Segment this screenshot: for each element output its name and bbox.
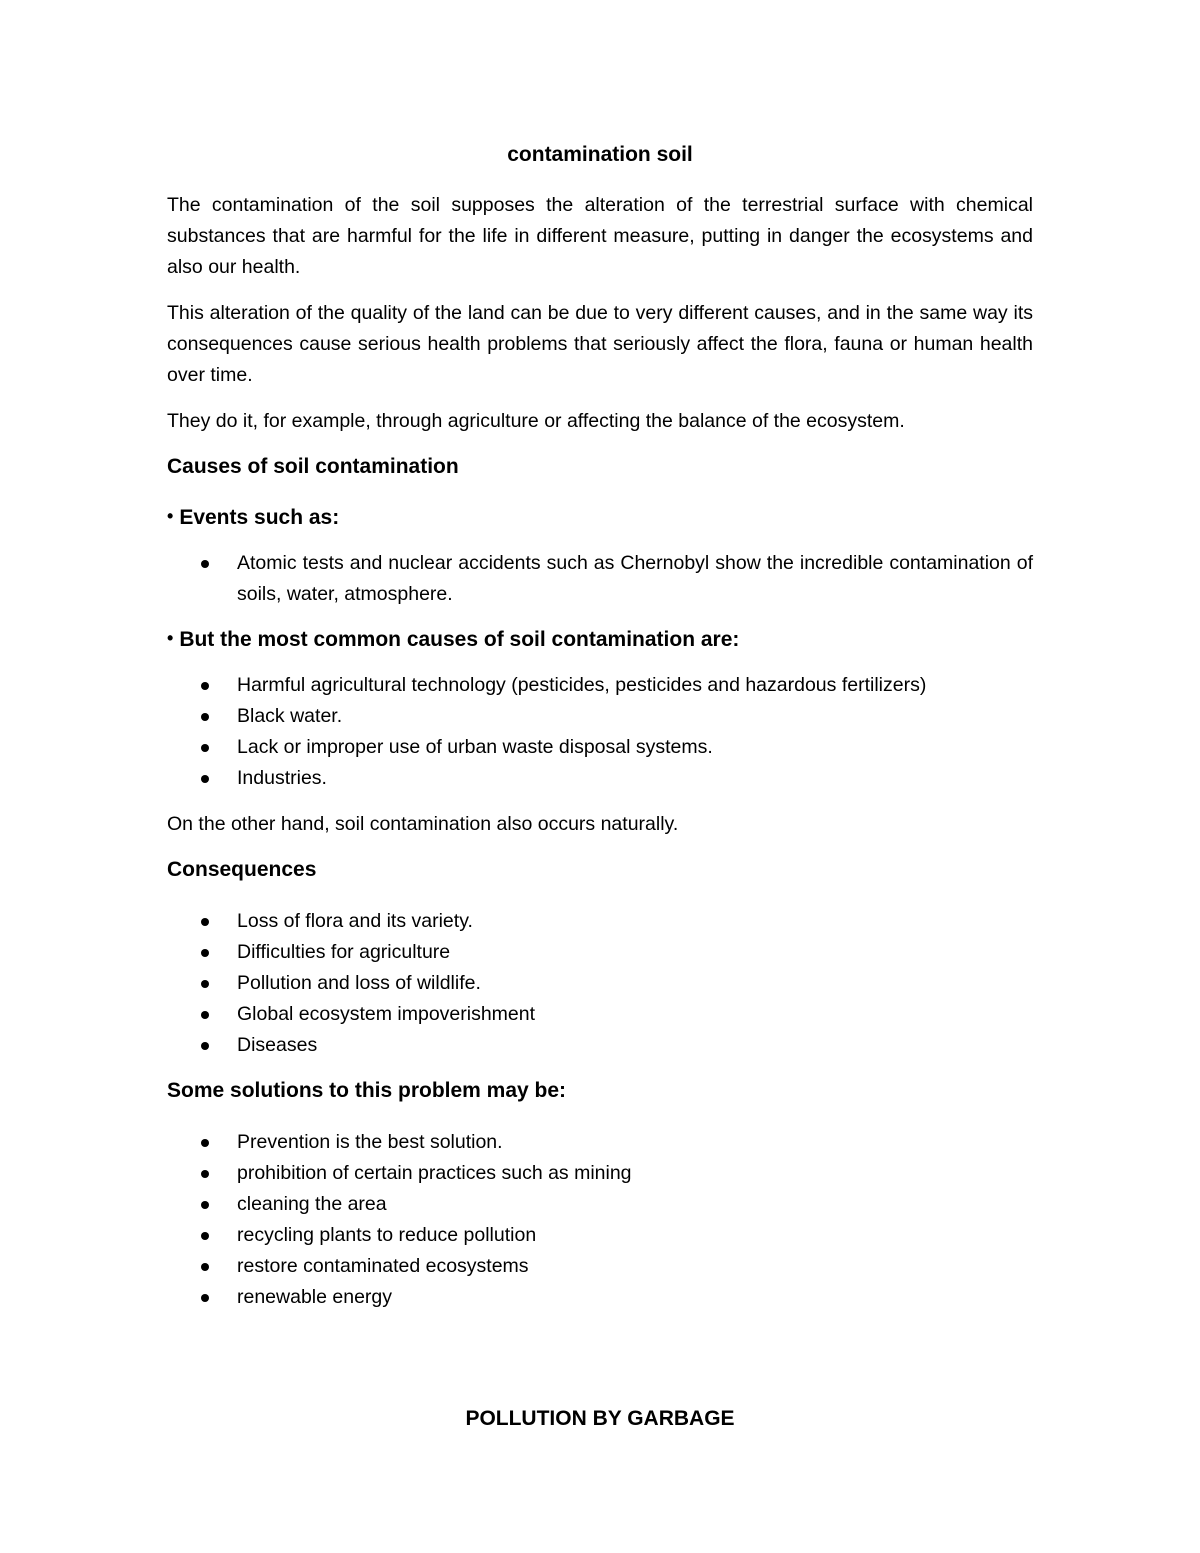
list-item-text: Black water. [237, 705, 343, 727]
list-item-text: renewable energy [237, 1286, 393, 1308]
bullet-icon [201, 980, 209, 988]
list-item-text: Global ecosystem impoverishment [237, 1003, 536, 1025]
list-item [167, 701, 1033, 732]
list-item-text: Harmful agricultural technology (pesticides, pesticides and hazardous fertilizers) [237, 674, 927, 696]
list-item-text: Difficulties for agriculture [237, 941, 451, 963]
page-content [167, 140, 1033, 1328]
list-item-text: Diseases [237, 1034, 318, 1056]
list-item-text: cleaning the area [237, 1193, 387, 1215]
list-item [167, 937, 1033, 968]
bullet-icon [201, 1294, 209, 1302]
common-causes-heading [167, 625, 1033, 655]
bullet-icon [201, 949, 209, 957]
bullet-icon [201, 1263, 209, 1271]
bullet-icon: • [167, 506, 174, 526]
bullet-icon: • [167, 628, 174, 648]
list-item-text: Atomic tests and nuclear accidents such as Chernobyl show the incredible contamination of soils, water, atmosphere. [237, 552, 1033, 605]
page-title: contamination soil [507, 143, 693, 166]
list-item-text: recycling plants to reduce pollution [237, 1224, 537, 1246]
solutions-list [167, 1127, 1033, 1313]
list-item [167, 968, 1033, 999]
solutions-heading: Some solutions to this problem may be: [167, 1079, 567, 1102]
bullet-icon [201, 744, 209, 752]
bullet-icon [201, 1170, 209, 1178]
common-causes-heading-label: But the most common causes of soil contamination are: [179, 628, 740, 651]
list-item [167, 670, 1033, 701]
bullet-icon [201, 713, 209, 721]
list-item [167, 1282, 1033, 1313]
list-item [167, 906, 1033, 937]
events-list [167, 548, 1033, 610]
list-item-text: Prevention is the best solution. [237, 1131, 503, 1153]
list-item [167, 1127, 1033, 1158]
natural-contamination-note: On the other hand, soil contamination also occurs naturally. [167, 813, 679, 835]
bullet-icon [201, 1232, 209, 1240]
bullet-icon [201, 682, 209, 690]
list-item [167, 732, 1033, 763]
list-item [167, 1189, 1033, 1220]
common-causes-list [167, 670, 1033, 794]
list-item-text: Pollution and loss of wildlife. [237, 972, 481, 994]
list-item-text: Loss of flora and its variety. [237, 910, 473, 932]
list-item [167, 1251, 1033, 1282]
causes-heading: Causes of soil contamination [167, 455, 459, 478]
events-heading-label: Events such as: [179, 506, 340, 529]
consequences-list [167, 906, 1033, 1061]
bullet-icon [201, 918, 209, 926]
bullet-icon [201, 1042, 209, 1050]
intro-paragraph-2: This alteration of the quality of the land can be due to very different causes, and in the same way its consequences cause serious health problems that seriously affect the flora, fauna or human health over time. [167, 302, 1033, 386]
list-item-text: Industries. [237, 767, 327, 789]
list-item [167, 548, 1033, 610]
list-item-text: restore contaminated ecosystems [237, 1255, 529, 1277]
bullet-icon [201, 1201, 209, 1209]
list-item-text: prohibition of certain practices such as mining [237, 1162, 632, 1184]
bullet-icon [201, 1139, 209, 1147]
events-heading [167, 503, 1033, 533]
next-section-title: POLLUTION BY GARBAGE [465, 1407, 735, 1430]
list-item [167, 999, 1033, 1030]
list-item [167, 1158, 1033, 1189]
consequences-heading: Consequences [167, 858, 317, 881]
bullet-icon [201, 1011, 209, 1019]
list-item [167, 1220, 1033, 1251]
bullet-icon [201, 775, 209, 783]
bullet-icon [201, 560, 209, 568]
list-item [167, 763, 1033, 794]
list-item [167, 1030, 1033, 1061]
list-item-text: Lack or improper use of urban waste disposal systems. [237, 736, 713, 758]
intro-paragraph-1: The contamination of the soil supposes the alteration of the terrestrial surface with chemical substances that are harmful for the life in different measure, putting in danger the ecosystems and also our health. [167, 194, 1033, 278]
intro-paragraph-3: They do it, for example, through agriculture or affecting the balance of the ecosystem. [167, 410, 905, 432]
